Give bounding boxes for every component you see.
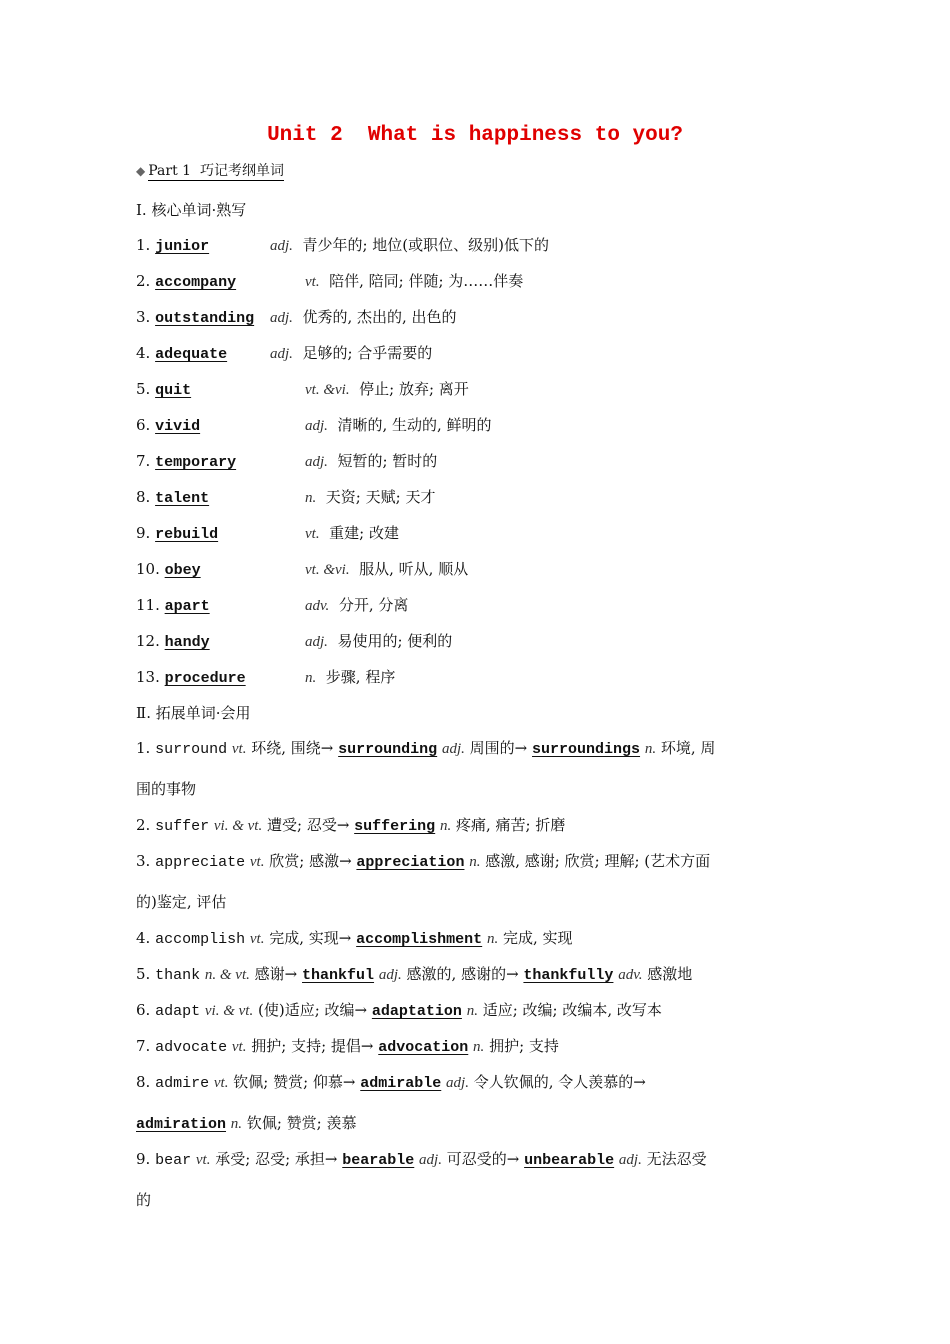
definition-group — [305, 522, 399, 545]
item-number: 2. — [136, 816, 151, 834]
part-of-speech: vt. — [231, 1039, 247, 1055]
part-of-speech: vt. — [213, 1075, 229, 1091]
item-number: 9. — [136, 524, 151, 542]
part-of-speech: vt. — [305, 526, 320, 542]
item-number: 13. — [136, 668, 160, 686]
definition: 欣赏; 感激→ — [269, 852, 352, 870]
answer-word: admirable — [360, 1075, 442, 1092]
definition-group — [305, 450, 437, 473]
definition: 承受; 忍受; 承担→ — [215, 1150, 338, 1168]
answer-word: appreciation — [356, 854, 465, 871]
definition: 短暂的; 暂时的 — [337, 452, 438, 470]
answer-word: bearable — [342, 1152, 415, 1169]
item-number: 7. — [136, 452, 151, 470]
part-of-speech: vi. & vt. — [213, 818, 263, 834]
part-of-speech: vi. & vt. — [204, 1003, 254, 1019]
definition: 分开, 分离 — [338, 596, 409, 614]
part-of-speech: vt. — [249, 931, 265, 947]
item-number: 11. — [136, 596, 160, 614]
item-number: 9. — [136, 1150, 151, 1168]
item-number: 8. — [136, 488, 151, 506]
definition: (使)适应; 改编→ — [258, 1001, 368, 1019]
definition-group — [305, 666, 395, 689]
part-of-speech: vt. &vi. — [305, 562, 350, 578]
definition-group — [305, 414, 492, 437]
definition: 步骤, 程序 — [325, 668, 396, 686]
answer-word: admiration — [136, 1116, 227, 1133]
definition: 清晰的, 生动的, 鲜明的 — [337, 416, 492, 434]
part-of-speech: adj. — [305, 418, 328, 434]
base-word: bear — [155, 1152, 192, 1169]
extended-item — [136, 737, 715, 759]
item-number: 3. — [136, 308, 151, 326]
answer-word: junior — [155, 238, 210, 255]
answer-word: thankful — [302, 967, 375, 984]
part-of-speech: adj. — [419, 1152, 442, 1168]
section-heading-extended: Ⅱ. 拓展单词·会用 — [136, 704, 251, 722]
part-of-speech: adj. — [270, 310, 293, 326]
item-number: 2. — [136, 272, 151, 290]
definition: 完成, 实现→ — [269, 929, 352, 947]
item-number: 3. — [136, 852, 151, 870]
part-of-speech: adj. — [270, 346, 293, 362]
core-word-item — [136, 234, 549, 256]
definition: 令人钦佩的, 令人羡慕的→ — [473, 1073, 646, 1091]
answer-word: accomplishment — [356, 931, 483, 948]
definition-group — [270, 234, 549, 257]
base-word: suffer — [155, 818, 210, 835]
definition: 钦佩; 赞赏; 羡慕 — [246, 1114, 357, 1132]
definition: 疼痛, 痛苦; 折磨 — [456, 816, 566, 834]
item-number: 1. — [136, 236, 151, 254]
item-number: 7. — [136, 1037, 151, 1055]
item-number: 6. — [136, 416, 151, 434]
definition: 无法忍受 — [646, 1150, 707, 1168]
section-heading-core: Ⅰ. 核心单词·熟写 — [136, 201, 247, 219]
base-word: surround — [155, 741, 228, 758]
part-heading — [136, 160, 284, 180]
answer-word: vivid — [155, 418, 201, 435]
answer-word: outstanding — [155, 310, 255, 327]
item-number: 4. — [136, 929, 151, 947]
definition: 周围的→ — [469, 739, 528, 757]
base-word: advocate — [155, 1039, 228, 1056]
definition: 拥护; 支持; 提倡→ — [251, 1037, 374, 1055]
answer-word: surroundings — [532, 741, 641, 758]
core-word-item — [136, 306, 457, 328]
part-of-speech: n. — [473, 1039, 485, 1055]
core-word-item — [136, 270, 524, 292]
answer-word: rebuild — [155, 526, 219, 543]
definition: 拥护; 支持 — [489, 1037, 559, 1055]
core-word-item — [136, 558, 469, 580]
definition: 易使用的; 便利的 — [337, 632, 453, 650]
item-number: 6. — [136, 1001, 151, 1019]
part-of-speech: n. — [230, 1116, 243, 1132]
core-word-item — [136, 378, 469, 400]
answer-word: adequate — [155, 346, 228, 363]
definition-group — [305, 486, 435, 509]
definition: 感激, 感谢; 欣赏; 理解; (艺术方面 — [485, 852, 711, 870]
item-number: 5. — [136, 380, 151, 398]
definition-continued: 的 — [136, 1191, 152, 1209]
definition: 感激地 — [647, 965, 693, 983]
base-word: appreciate — [155, 854, 246, 871]
base-word: accomplish — [155, 931, 246, 948]
part-of-speech: n. — [486, 931, 499, 947]
definition-group — [305, 594, 408, 617]
answer-word: obey — [164, 562, 201, 579]
item-number: 10. — [136, 560, 160, 578]
answer-word: talent — [155, 490, 210, 507]
item-number: 1. — [136, 739, 151, 757]
part-of-speech: adv. — [618, 967, 643, 983]
part-of-speech: n. — [469, 854, 481, 870]
diamond-icon: ◆ — [136, 164, 146, 178]
part-of-speech: n. — [305, 490, 317, 506]
definition-continued — [136, 1112, 356, 1136]
answer-word: handy — [164, 634, 210, 651]
item-number: 8. — [136, 1073, 151, 1091]
definition: 停止; 放弃; 离开 — [359, 380, 469, 398]
definition: 遭受; 忍受→ — [267, 816, 350, 834]
answer-word: procedure — [164, 670, 246, 687]
answer-word: quit — [155, 382, 192, 399]
definition: 青少年的; 地位(或职位、级别)低下的 — [302, 236, 549, 254]
part-of-speech: vt. — [195, 1152, 211, 1168]
definition: 可忍受的→ — [446, 1150, 520, 1168]
definition: 服从, 听从, 顺从 — [359, 560, 469, 578]
part-of-speech: n. — [466, 1003, 478, 1019]
definition: 重建; 改建 — [329, 524, 399, 542]
definition-group — [270, 342, 432, 365]
base-word: thank — [155, 967, 201, 984]
definition-group — [305, 558, 468, 581]
definition: 完成, 实现 — [502, 929, 573, 947]
definition: 陪伴, 陪同; 伴随; 为……伴奏 — [329, 272, 524, 290]
definition: 钦佩; 赞赏; 仰慕→ — [233, 1073, 356, 1091]
core-word-item — [136, 522, 399, 544]
item-number: 4. — [136, 344, 151, 362]
part-of-speech: adj. — [305, 634, 328, 650]
part-of-speech: adj. — [446, 1075, 469, 1091]
core-word-item — [136, 414, 492, 436]
page-title: Unit 2 What is happiness to you? — [267, 124, 683, 147]
part-of-speech: adj. — [441, 741, 465, 757]
definition: 足够的; 合乎需要的 — [302, 344, 433, 362]
base-word: admire — [155, 1075, 210, 1092]
extended-item — [136, 999, 662, 1021]
part-of-speech: vt. — [305, 274, 320, 290]
core-word-item — [136, 450, 438, 472]
part-of-speech: adv. — [305, 598, 330, 614]
part-of-speech: adj. — [270, 238, 293, 254]
core-word-item — [136, 486, 436, 508]
definition: 优秀的, 杰出的, 出色的 — [302, 308, 457, 326]
answer-word: thankfully — [523, 967, 614, 984]
part-of-speech: adj. — [305, 454, 328, 470]
part-of-speech: vt. — [249, 854, 265, 870]
definition-continued: 的)鉴定, 评估 — [136, 893, 227, 911]
definition-group — [305, 270, 523, 293]
core-word-item — [136, 630, 453, 652]
definition: 环绕, 围绕→ — [251, 739, 334, 757]
part-label: Part 1 巧记考纲单词 — [148, 163, 284, 179]
definition-group — [270, 306, 457, 329]
answer-word: unbearable — [524, 1152, 615, 1169]
core-word-item — [136, 594, 409, 616]
definition-group — [305, 630, 452, 653]
definition: 环境, 周 — [660, 739, 716, 757]
core-word-item — [136, 666, 396, 688]
part-of-speech: adj. — [378, 967, 402, 983]
extended-item — [136, 1148, 707, 1170]
answer-word: adaptation — [371, 1003, 462, 1020]
item-number: 12. — [136, 632, 160, 650]
part-of-speech: n. & vt. — [204, 967, 250, 983]
extended-item — [136, 963, 692, 985]
answer-word: temporary — [155, 454, 237, 471]
extended-item — [136, 927, 573, 949]
part-of-speech: adj. — [618, 1152, 642, 1168]
part-of-speech: n. — [439, 818, 452, 834]
definition-continued: 围的事物 — [136, 780, 197, 798]
extended-item — [136, 1071, 646, 1093]
answer-word: surrounding — [338, 741, 438, 758]
extended-item — [136, 814, 565, 836]
definition-group — [305, 378, 469, 401]
definition: 天资; 天赋; 天才 — [325, 488, 436, 506]
answer-word: suffering — [354, 818, 436, 835]
answer-word: apart — [164, 598, 210, 615]
extended-item — [136, 850, 710, 872]
part-of-speech: n. — [644, 741, 657, 757]
core-word-item — [136, 342, 433, 364]
part-of-speech: vt. &vi. — [305, 382, 350, 398]
definition: 感谢→ — [254, 965, 298, 983]
answer-word: accompany — [155, 274, 237, 291]
answer-word: advocation — [378, 1039, 469, 1056]
part-of-speech: vt. — [231, 741, 247, 757]
item-number: 5. — [136, 965, 151, 983]
base-word: adapt — [155, 1003, 201, 1020]
part-of-speech: n. — [305, 670, 317, 686]
definition: 感激的, 感谢的→ — [406, 965, 519, 983]
extended-item — [136, 1035, 559, 1057]
definition: 适应; 改编; 改编本, 改写本 — [482, 1001, 662, 1019]
